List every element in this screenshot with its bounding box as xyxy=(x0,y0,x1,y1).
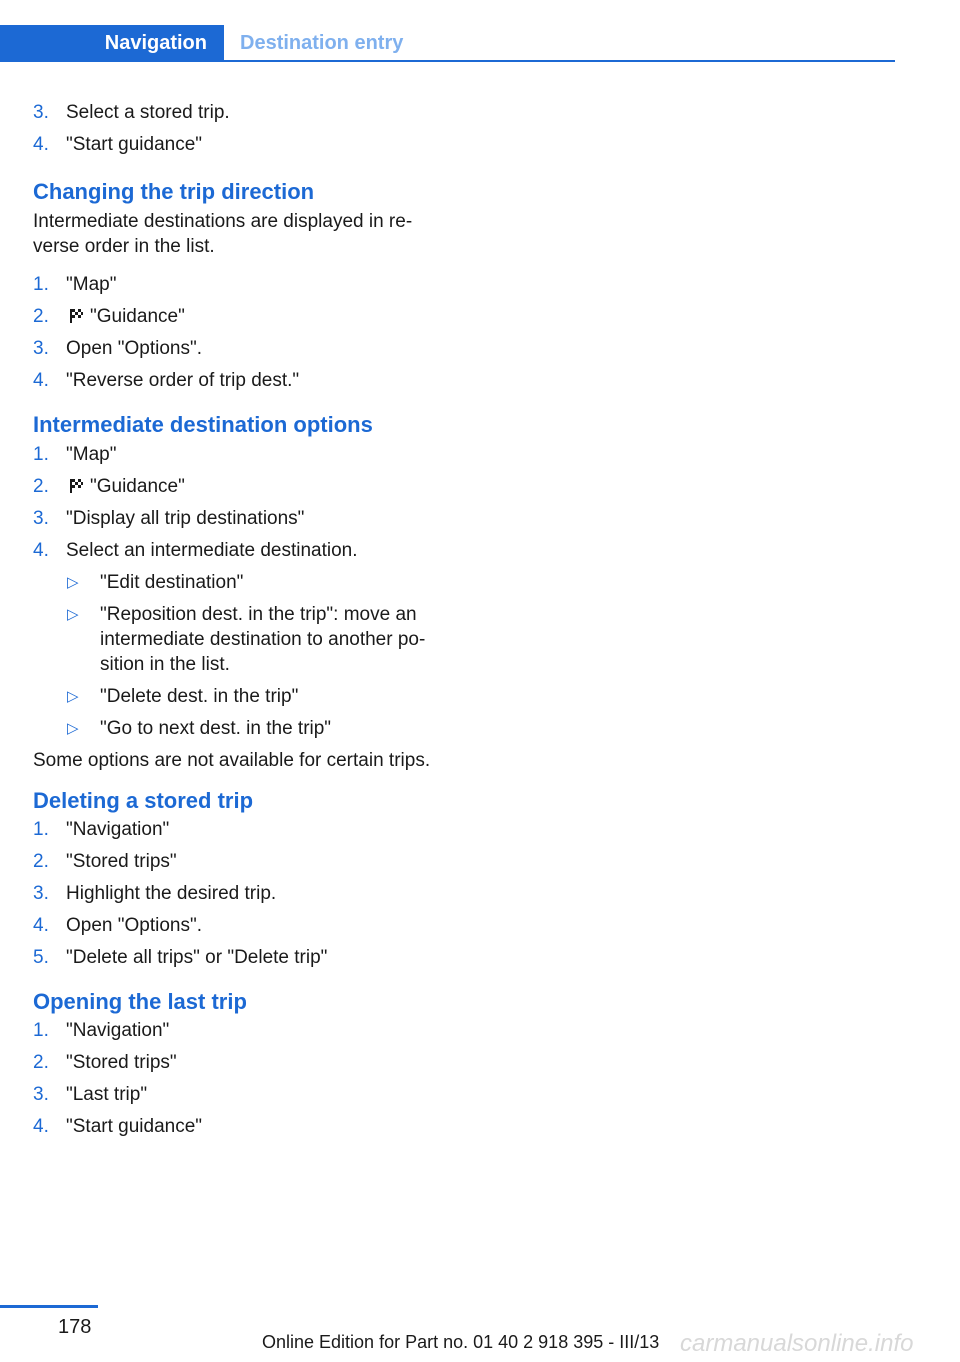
step-number: 3. xyxy=(33,338,49,359)
page-header xyxy=(0,25,895,62)
list-item xyxy=(33,849,463,874)
step-text: Highlight the desired trip. xyxy=(66,883,277,904)
body-line: verse order in the list. xyxy=(33,236,215,257)
list-item xyxy=(33,336,463,361)
page-content xyxy=(33,100,463,1146)
sub-item-text: sition in the list. xyxy=(100,654,230,675)
page-number: 178 xyxy=(58,1316,92,1338)
triangle-bullet-icon: ▷ xyxy=(67,720,79,737)
tab-destination-entry[interactable] xyxy=(240,25,403,62)
step-text: "Map" xyxy=(66,274,117,295)
step-number: 3. xyxy=(33,1084,49,1105)
step-number: 1. xyxy=(33,274,49,295)
step-text: "Last trip" xyxy=(66,1084,148,1105)
list-item xyxy=(33,506,463,531)
step-text: "Start guidance" xyxy=(66,1116,203,1137)
tab-navigation-label: Navigation xyxy=(104,32,207,54)
section-heading-delete: Deleting a stored trip xyxy=(33,788,254,813)
section-heading-last-trip: Opening the last trip xyxy=(33,989,247,1014)
triangle-bullet-icon: ▷ xyxy=(67,606,79,623)
step-number: 4. xyxy=(33,134,49,155)
step-text: Open "Options". xyxy=(66,338,203,359)
watermark: carmanualsonline.info xyxy=(680,1330,914,1357)
triangle-bullet-icon: ▷ xyxy=(67,574,79,591)
list-item xyxy=(33,817,463,842)
step-text: "Start guidance" xyxy=(66,134,203,155)
step-text: "Navigation" xyxy=(66,1020,170,1041)
step-number: 2. xyxy=(33,476,49,497)
step-text: "Reverse order of trip dest." xyxy=(66,370,300,391)
list-item xyxy=(33,100,463,125)
sub-item-text: "Go to next dest. in the trip" xyxy=(100,718,332,739)
step-text: "Stored trips" xyxy=(66,1052,177,1073)
sub-list-item xyxy=(33,716,463,741)
step-number: 1. xyxy=(33,819,49,840)
step-number: 1. xyxy=(33,1020,49,1041)
step-text: "Stored trips" xyxy=(66,851,177,872)
guidance-flag-icon xyxy=(68,478,84,494)
list-item xyxy=(33,1018,463,1043)
step-number: 1. xyxy=(33,444,49,465)
step-text: "Map" xyxy=(66,444,117,465)
step-number: 4. xyxy=(33,540,49,561)
list-item xyxy=(33,913,463,938)
step-text: Select an intermediate destination. xyxy=(66,540,358,561)
list-item xyxy=(33,474,463,499)
edition-note: Online Edition for Part no. 01 40 2 918 395 - III/13 xyxy=(262,1332,660,1352)
list-item xyxy=(33,1050,463,1075)
body-line: Intermediate destinations are displayed in re- xyxy=(33,211,413,232)
sub-item-text: "Edit destination" xyxy=(100,572,244,593)
list-item xyxy=(33,272,463,297)
step-text: Open "Options". xyxy=(66,915,203,936)
list-item xyxy=(33,538,463,563)
step-text: "Display all trip destinations" xyxy=(66,508,305,529)
tab-destination-entry-label: Destination entry xyxy=(240,32,404,54)
options-note: Some options are not available for certain trips. xyxy=(33,750,431,771)
step-number: 4. xyxy=(33,370,49,391)
sub-list-item xyxy=(33,602,463,677)
list-item xyxy=(33,368,463,393)
triangle-bullet-icon: ▷ xyxy=(67,688,79,705)
step-number: 3. xyxy=(33,883,49,904)
step-number: 5. xyxy=(33,947,49,968)
step-text: "Guidance" xyxy=(90,306,185,327)
list-item xyxy=(33,881,463,906)
guidance-flag-icon xyxy=(68,308,84,324)
step-text: "Delete all trips" or "Delete trip" xyxy=(66,947,328,968)
step-text: "Guidance" xyxy=(90,476,185,497)
step-number: 2. xyxy=(33,306,49,327)
list-item xyxy=(33,1082,463,1107)
step-number: 2. xyxy=(33,851,49,872)
step-number: 3. xyxy=(33,102,49,123)
step-number: 4. xyxy=(33,915,49,936)
section-heading-change-direction: Changing the trip direction xyxy=(33,179,315,204)
sub-item-text: "Delete dest. in the trip" xyxy=(100,686,299,707)
step-text: "Navigation" xyxy=(66,819,170,840)
sub-list-item xyxy=(33,684,463,709)
list-item xyxy=(33,945,463,970)
sub-item-text: "Reposition dest. in the trip": move an xyxy=(100,604,417,625)
sub-item-text: intermediate destination to another po- xyxy=(100,629,426,650)
step-number: 3. xyxy=(33,508,49,529)
section-heading-options: Intermediate destination options xyxy=(33,412,373,437)
list-item xyxy=(33,132,463,157)
step-text: Select a stored trip. xyxy=(66,102,230,123)
list-item xyxy=(33,442,463,467)
footer-rule xyxy=(0,1305,98,1308)
list-item xyxy=(33,304,463,329)
tab-navigation[interactable] xyxy=(0,25,224,62)
step-number: 4. xyxy=(33,1116,49,1137)
section-body xyxy=(33,209,463,259)
list-item xyxy=(33,1114,463,1139)
step-number: 2. xyxy=(33,1052,49,1073)
sub-list-item xyxy=(33,570,463,595)
